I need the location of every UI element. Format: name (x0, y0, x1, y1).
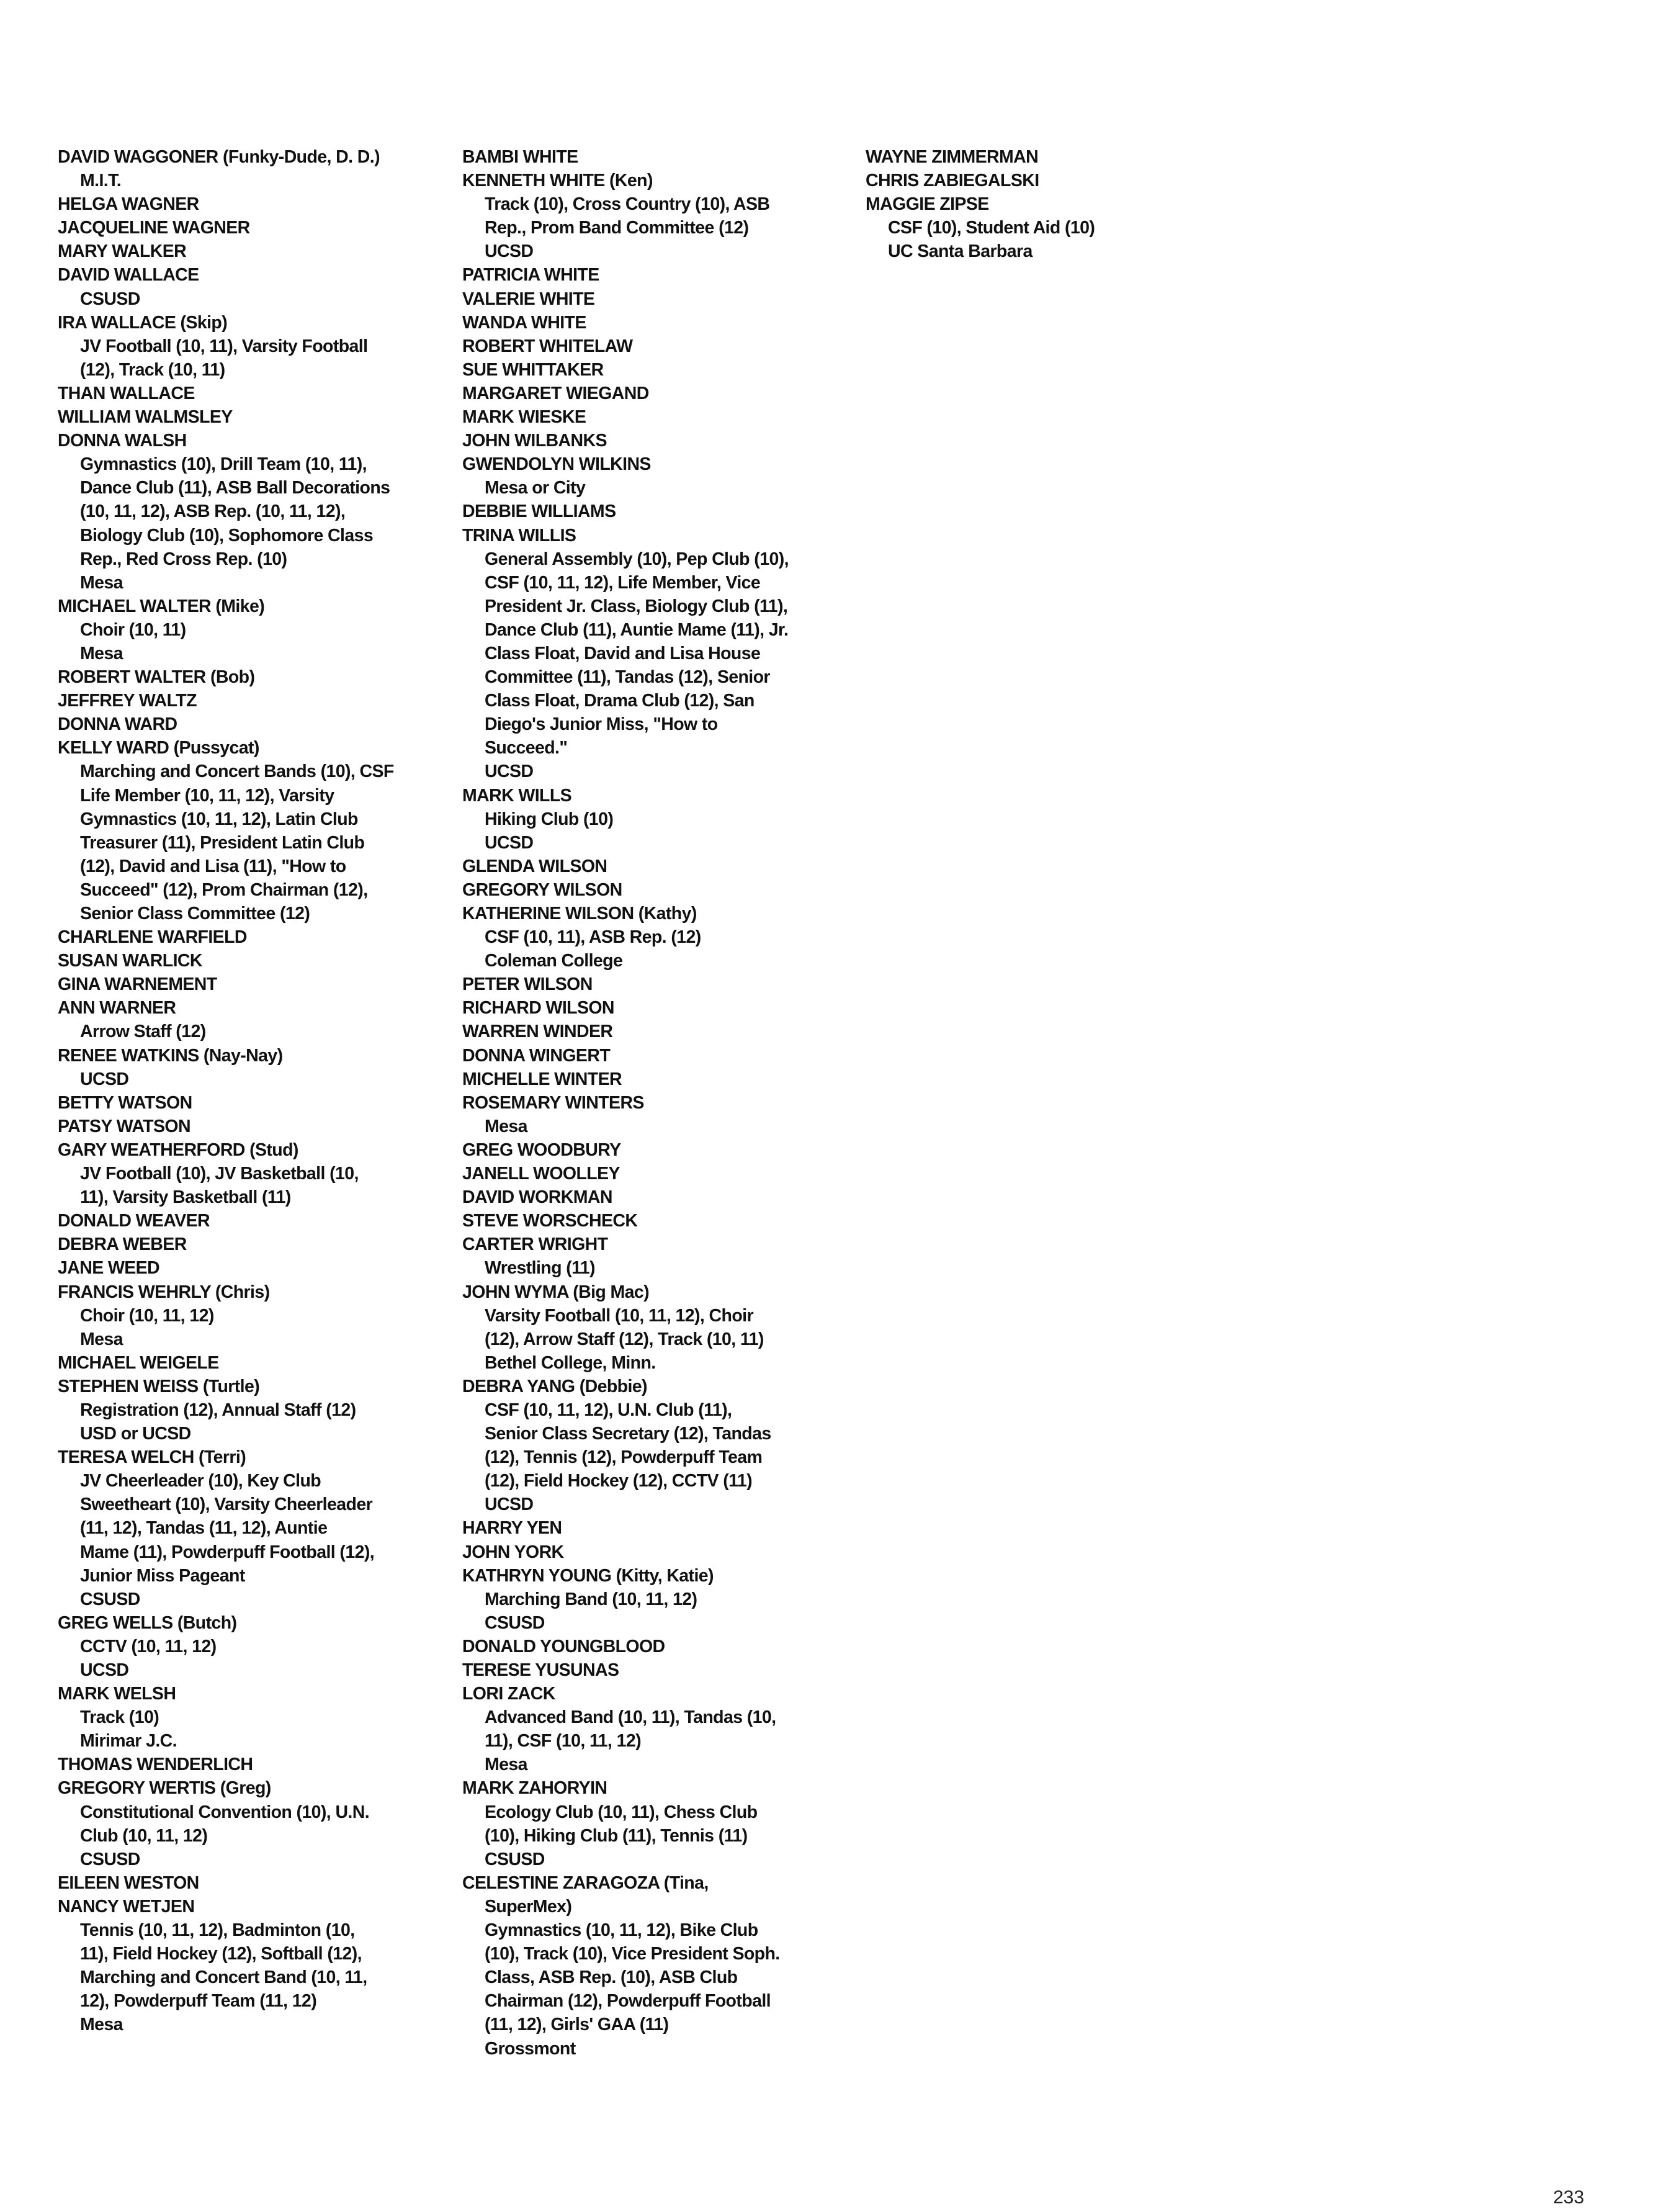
student-detail-line: CCTV (10, 11, 12) (80, 1636, 217, 1657)
student-detail-line: CSUSD (80, 289, 140, 309)
student-name: MARGARET WIEGAND (462, 383, 649, 403)
student-detail-line: Diego's Junior Miss, "How to (485, 714, 718, 735)
student-name: GLENDA WILSON (462, 856, 607, 876)
student-name: MARK WILLS (462, 785, 572, 806)
student-name: STEVE WORSCHECK (462, 1211, 638, 1231)
student-detail-line: Varsity Football (10, 11, 12), Choir (485, 1305, 753, 1326)
student-detail-line: Mesa (485, 1755, 527, 1775)
student-name: GREG WOODBURY (462, 1140, 621, 1160)
student-name: WILLIAM WALMSLEY (58, 407, 233, 428)
student-name: MARK WIESKE (462, 407, 586, 428)
student-detail-line: Mesa (80, 572, 123, 593)
student-name: MARY WALKER (58, 241, 187, 262)
student-detail-line: Rep., Prom Band Committee (12) (485, 218, 749, 238)
student-detail-line: JV Football (10, 11), Varsity Football (80, 336, 368, 356)
student-name: GWENDOLYN WILKINS (462, 454, 651, 475)
student-name: DONNA WARD (58, 714, 177, 735)
student-detail-line: UCSD (485, 762, 534, 782)
student-name: DEBRA WEBER (58, 1234, 187, 1255)
student-name: ANN WARNER (58, 998, 176, 1018)
student-name: DONNA WALSH (58, 431, 187, 451)
student-detail-line: CSF (10, 11, 12), U.N. Club (11), (485, 1400, 732, 1420)
student-detail-line: Choir (10, 11) (80, 619, 186, 640)
student-detail-line: (12), Tennis (12), Powderpuff Team (485, 1447, 763, 1468)
student-detail-line: UCSD (485, 241, 534, 262)
student-detail-line: General Assembly (10), Pep Club (10), (485, 549, 789, 569)
student-name: SUE WHITTAKER (462, 359, 604, 380)
student-detail-line: Class Float, Drama Club (12), San (485, 691, 755, 711)
directory-column-3 (866, 145, 1213, 263)
student-detail-line: UC Santa Barbara (888, 241, 1033, 262)
student-name: MARK WELSH (58, 1684, 176, 1704)
student-name: ROBERT WHITELAW (462, 336, 633, 356)
student-detail-line: Marching and Concert Band (10, 11, (80, 1967, 367, 1988)
student-detail-line: 12), Powderpuff Team (11, 12) (80, 1991, 317, 2012)
student-name: KENNETH WHITE (Ken) (462, 171, 653, 191)
student-name: KATHERINE WILSON (Kathy) (462, 904, 697, 924)
student-detail-line: UCSD (80, 1069, 129, 1089)
student-detail-line: Mesa (485, 1116, 527, 1136)
student-name: PATRICIA WHITE (462, 265, 599, 285)
student-detail-line: (12), Arrow Staff (12), Track (10, 11) (485, 1329, 764, 1349)
student-name: EILEEN WESTON (58, 1873, 199, 1893)
student-name: DONNA WINGERT (462, 1045, 611, 1066)
student-detail-line: Grossmont (485, 2038, 576, 2059)
student-name: GREGORY WILSON (462, 879, 622, 900)
student-name: ROSEMARY WINTERS (462, 1092, 644, 1113)
student-detail-line: Advanced Band (10, 11), Tandas (10, (485, 1707, 776, 1728)
student-name: NANCY WETJEN (58, 1896, 195, 1917)
student-detail-line: Wrestling (11) (485, 1258, 595, 1279)
page-number: 233 (1553, 2187, 1585, 2208)
student-detail-line: Mesa (80, 2015, 123, 2035)
student-detail-line: Class Float, David and Lisa House (485, 643, 761, 663)
student-name: WANDA WHITE (462, 312, 586, 333)
student-detail-line: Constitutional Convention (10), U.N. (80, 1802, 370, 1822)
student-name: PATSY WATSON (58, 1116, 190, 1136)
student-detail-line: (12), David and Lisa (11), "How to (80, 856, 346, 876)
student-name: MICHELLE WINTER (462, 1069, 622, 1089)
student-detail-line: Dance Club (11), Auntie Mame (11), Jr. (485, 619, 789, 640)
student-name: HELGA WAGNER (58, 194, 199, 215)
student-detail-line: Marching and Concert Bands (10), CSF (80, 762, 394, 782)
student-name: THAN WALLACE (58, 383, 195, 403)
student-name: MARK ZAHORYIN (462, 1778, 607, 1799)
student-detail-line: USD or UCSD (80, 1424, 191, 1444)
student-detail-line: Biology Club (10), Sophomore Class (80, 525, 374, 546)
student-detail-line: UCSD (485, 1495, 534, 1515)
student-detail-line: 11), CSF (10, 11, 12) (485, 1731, 641, 1751)
student-name: RENEE WATKINS (Nay-Nay) (58, 1045, 283, 1066)
student-detail-line: (12), Track (10, 11) (80, 359, 225, 380)
student-detail-line: JV Cheerleader (10), Key Club (80, 1471, 321, 1491)
student-name: GREG WELLS (Butch) (58, 1612, 237, 1633)
student-name: BETTY WATSON (58, 1092, 192, 1113)
student-detail-line: Tennis (10, 11, 12), Badminton (10, (80, 1920, 355, 1941)
student-name: MAGGIE ZIPSE (866, 194, 989, 215)
student-detail-line: Senior Class Committee (12) (80, 904, 310, 924)
student-name: GREGORY WERTIS (Greg) (58, 1778, 271, 1799)
student-detail-line: CSUSD (80, 1849, 140, 1869)
student-name: CHRIS ZABIEGALSKI (866, 171, 1039, 191)
student-detail-line: CSUSD (485, 1612, 545, 1633)
student-detail-line: Registration (12), Annual Staff (12) (80, 1400, 356, 1420)
student-name: HARRY YEN (462, 1518, 562, 1539)
student-detail-line: CSUSD (485, 1849, 545, 1869)
student-name: LORI ZACK (462, 1684, 555, 1704)
student-detail-line: Chairman (12), Powderpuff Football (485, 1991, 771, 2012)
student-detail-line: (10), Hiking Club (11), Tennis (11) (485, 1825, 748, 1846)
student-name: IRA WALLACE (Skip) (58, 312, 228, 333)
student-detail-line: Dance Club (11), ASB Ball Decorations (80, 478, 390, 498)
student-name: JACQUELINE WAGNER (58, 218, 250, 238)
student-detail-line: (10), Track (10), Vice President Soph. (485, 1944, 780, 1964)
student-name: GARY WEATHERFORD (Stud) (58, 1140, 298, 1160)
student-detail-line: (12), Field Hockey (12), CCTV (11) (485, 1471, 752, 1491)
student-detail-line: CSF (10, 11, 12), Life Member, Vice (485, 572, 761, 593)
student-name: CHARLENE WARFIELD (58, 927, 247, 948)
student-name: STEPHEN WEISS (Turtle) (58, 1376, 260, 1396)
student-detail-line: (10, 11, 12), ASB Rep. (10, 11, 12), (80, 501, 346, 522)
student-detail-line: SuperMex) (485, 1896, 572, 1917)
student-detail-line: Rep., Red Cross Rep. (10) (80, 549, 287, 569)
student-detail-line: Senior Class Secretary (12), Tandas (485, 1424, 771, 1444)
student-detail-line: 11), Field Hockey (12), Softball (12), (80, 1944, 362, 1964)
student-name: MICHAEL WALTER (Mike) (58, 596, 265, 616)
student-name: THOMAS WENDERLICH (58, 1755, 253, 1775)
student-name: DONALD YOUNGBLOOD (462, 1636, 665, 1657)
student-detail-line: Gymnastics (10), Drill Team (10, 11), (80, 454, 367, 475)
student-detail-line: Bethel College, Minn. (485, 1352, 656, 1373)
student-name: KATHRYN YOUNG (Kitty, Katie) (462, 1565, 714, 1586)
student-name: JANE WEED (58, 1258, 160, 1279)
student-name: JOHN WYMA (Big Mac) (462, 1282, 650, 1302)
student-detail-line: Mirimar J.C. (80, 1731, 177, 1751)
student-name: JOHN YORK (462, 1542, 564, 1562)
student-detail-line: Mesa (80, 1329, 123, 1349)
student-name: DEBRA YANG (Debbie) (462, 1376, 647, 1396)
student-name: RICHARD WILSON (462, 998, 614, 1018)
student-name: GINA WARNEMENT (58, 974, 217, 995)
student-name: DONALD WEAVER (58, 1211, 210, 1231)
student-detail-line: Hiking Club (10) (485, 809, 614, 829)
student-detail-line: Ecology Club (10, 11), Chess Club (485, 1802, 758, 1822)
student-detail-line: Track (10), Cross Country (10), ASB (485, 194, 770, 215)
student-detail-line: Track (10) (80, 1707, 159, 1728)
student-name: DEBBIE WILLIAMS (462, 501, 616, 522)
student-name: JOHN WILBANKS (462, 431, 607, 451)
student-detail-line: Mame (11), Powderpuff Football (12), (80, 1542, 375, 1562)
student-detail-line: Committee (11), Tandas (12), Senior (485, 667, 770, 688)
student-name: JEFFREY WALTZ (58, 691, 197, 711)
student-detail-line: CSF (10, 11), ASB Rep. (12) (485, 927, 701, 948)
student-detail-line: Marching Band (10, 11, 12) (485, 1589, 697, 1609)
student-detail-line: Gymnastics (10, 11, 12), Latin Club (80, 809, 358, 829)
student-name: DAVID WALLACE (58, 265, 199, 285)
student-detail-line: Gymnastics (10, 11, 12), Bike Club (485, 1920, 758, 1941)
student-name: SUSAN WARLICK (58, 951, 202, 971)
student-detail-line: (11, 12), Girls' GAA (11) (485, 2015, 669, 2035)
student-detail-line: Club (10, 11, 12) (80, 1825, 208, 1846)
directory-column-2 (462, 145, 835, 2061)
student-name: CELESTINE ZARAGOZA (Tina, (462, 1873, 709, 1893)
student-detail-line: Mesa (80, 643, 123, 663)
student-detail-line: JV Football (10), JV Basketball (10, (80, 1164, 359, 1184)
student-name: BAMBI WHITE (462, 147, 578, 167)
student-name: CARTER WRIGHT (462, 1234, 608, 1255)
student-name: WAYNE ZIMMERMAN (866, 147, 1039, 167)
student-detail-line: Coleman College (485, 951, 623, 971)
student-detail-line: (11, 12), Tandas (11, 12), Auntie (80, 1518, 328, 1539)
student-detail-line: Treasurer (11), President Latin Club (80, 832, 365, 853)
student-detail-line: Succeed" (12), Prom Chairman (12), (80, 879, 368, 900)
directory-column-1 (58, 145, 436, 2037)
student-name: TERESE YUSUNAS (462, 1660, 619, 1680)
student-name: MICHAEL WEIGELE (58, 1352, 219, 1373)
student-name: DAVID WAGGONER (Funky-Dude, D. D.) (58, 147, 380, 167)
student-name: WARREN WINDER (462, 1022, 613, 1042)
student-name: JANELL WOOLLEY (462, 1164, 620, 1184)
student-name: DAVID WORKMAN (462, 1187, 612, 1208)
student-detail-line: UCSD (485, 832, 534, 853)
student-detail-line: Junior Miss Pageant (80, 1565, 245, 1586)
student-name: TRINA WILLIS (462, 525, 576, 546)
student-detail-line: M.I.T. (80, 171, 122, 191)
student-detail-line: Life Member (10, 11, 12), Varsity (80, 785, 334, 806)
student-name: VALERIE WHITE (462, 289, 595, 309)
student-detail-line: UCSD (80, 1660, 129, 1680)
student-detail-line: Class, ASB Rep. (10), ASB Club (485, 1967, 738, 1988)
student-detail-line: 11), Varsity Basketball (11) (80, 1187, 291, 1208)
student-detail-line: President Jr. Class, Biology Club (11), (485, 596, 788, 616)
student-detail-line: Mesa or City (485, 478, 586, 498)
student-detail-line: Succeed." (485, 738, 568, 758)
student-detail-line: CSUSD (80, 1589, 140, 1609)
student-name: TERESA WELCH (Terri) (58, 1447, 246, 1468)
student-name: FRANCIS WEHRLY (Chris) (58, 1282, 270, 1302)
student-detail-line: Choir (10, 11, 12) (80, 1305, 214, 1326)
student-detail-line: Arrow Staff (12) (80, 1022, 206, 1042)
student-name: KELLY WARD (Pussycat) (58, 738, 259, 758)
student-detail-line: Sweetheart (10), Varsity Cheerleader (80, 1495, 373, 1515)
student-name: PETER WILSON (462, 974, 593, 995)
student-detail-line: CSF (10), Student Aid (10) (888, 218, 1095, 238)
student-name: ROBERT WALTER (Bob) (58, 667, 255, 688)
